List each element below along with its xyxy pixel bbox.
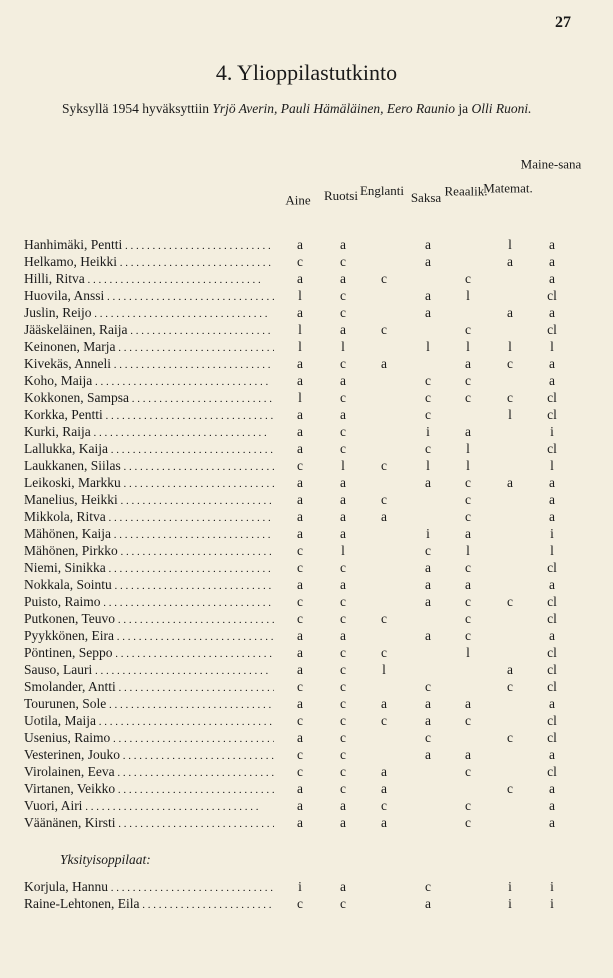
table-row	[24, 895, 584, 912]
grade-cell: a	[465, 424, 471, 439]
grade-cell: c	[425, 879, 431, 894]
column-label: Ruotsi	[324, 188, 358, 204]
grade-cell: i	[426, 424, 430, 439]
grade-cell: a	[549, 781, 555, 796]
student-name-text: Vuori, Airi	[24, 798, 83, 813]
table-row	[24, 878, 584, 895]
grade-cell: c	[297, 254, 303, 269]
grade-cell: a	[340, 509, 346, 524]
column-label: Englanti	[359, 182, 405, 198]
grade-cell: c	[297, 713, 303, 728]
student-name-text: Virolainen, Eeva	[24, 764, 115, 779]
grade-cell: a	[465, 577, 471, 592]
grade-cell: c	[340, 305, 346, 320]
grade-cell: c	[340, 645, 346, 660]
grade-cell: a	[549, 798, 555, 813]
student-name-text: Manelius, Heikki	[24, 492, 118, 507]
table-row	[24, 678, 584, 695]
grade-cell: c	[297, 543, 303, 558]
grade-cell: cl	[547, 594, 557, 609]
grade-cell: c	[507, 594, 513, 609]
grade-cell: a	[549, 815, 555, 830]
grade-cell: a	[425, 628, 431, 643]
grade-cell: cl	[547, 662, 557, 677]
column-header-aine	[285, 150, 311, 220]
grade-cell: c	[340, 560, 346, 575]
grade-cell: a	[340, 322, 346, 337]
grade-cell: l	[550, 543, 554, 558]
grade-cell: c	[465, 611, 471, 626]
student-name-text: Hanhimäki, Pentti	[24, 237, 123, 252]
grade-cell: l	[466, 441, 470, 456]
grades-table	[24, 236, 584, 831]
grade-cell: c	[465, 492, 471, 507]
grade-cell: a	[297, 475, 303, 490]
grade-cell: i	[426, 526, 430, 541]
column-header-saksa	[410, 150, 442, 220]
column-header-matemat	[483, 150, 533, 220]
grade-cell: cl	[547, 407, 557, 422]
grade-cell: c	[297, 764, 303, 779]
page-number: 27	[555, 14, 571, 31]
grade-cell: a	[549, 492, 555, 507]
grade-cell: a	[425, 696, 431, 711]
grade-cell: l	[298, 322, 302, 337]
table-row	[24, 712, 584, 729]
student-name-text: Raine-Lehtonen, Eila	[24, 896, 140, 911]
table-row	[24, 406, 584, 423]
grade-cell: a	[465, 696, 471, 711]
grade-cell: a	[381, 509, 387, 524]
grade-cell: l	[466, 458, 470, 473]
grade-cell: a	[549, 475, 555, 490]
grade-cell: a	[425, 475, 431, 490]
column-header-reaalik	[444, 150, 488, 220]
grade-cell: l	[508, 407, 512, 422]
grade-cell: a	[297, 509, 303, 524]
grade-cell: l	[466, 339, 470, 354]
column-label: Reaalik.	[444, 183, 488, 199]
intro-names-1: Yrjö Averin, Pauli Hämäläinen,	[212, 101, 384, 116]
grade-cell: a	[507, 475, 513, 490]
private-students-title: Yksityisoppilaat:	[60, 852, 151, 867]
table-row	[24, 576, 584, 593]
student-name-text: Korjula, Hannu	[24, 879, 108, 894]
grade-cell: c	[340, 441, 346, 456]
grade-cell: c	[381, 322, 387, 337]
table-row	[24, 780, 584, 797]
column-header-mainesana	[520, 150, 582, 220]
private-grades-table	[24, 878, 584, 912]
student-name-text: Putkonen, Teuvo	[24, 611, 116, 626]
grade-cell: c	[340, 356, 346, 371]
student-name-text: Helkamo, Heikki	[24, 254, 117, 269]
table-row	[24, 525, 584, 542]
grade-cell: c	[340, 594, 346, 609]
grade-cell: a	[297, 407, 303, 422]
grade-cell: c	[297, 611, 303, 626]
grade-cell: c	[425, 373, 431, 388]
grade-cell: a	[297, 271, 303, 286]
intro-names-2: Eero Raunio	[386, 101, 456, 116]
grade-cell: l	[466, 288, 470, 303]
grade-cell: c	[507, 390, 513, 405]
table-row	[24, 287, 584, 304]
grade-cell: a	[297, 696, 303, 711]
table-row	[24, 474, 584, 491]
grade-cell: c	[340, 730, 346, 745]
grade-cell: l	[466, 543, 470, 558]
table-row	[24, 236, 584, 253]
grade-cell: i	[550, 424, 554, 439]
table-row	[24, 559, 584, 576]
student-name-text: Vesterinen, Jouko	[24, 747, 120, 762]
grade-cell: a	[297, 492, 303, 507]
grade-cell: a	[465, 356, 471, 371]
grade-cell: a	[297, 441, 303, 456]
grade-cell: c	[425, 730, 431, 745]
grade-cell: c	[381, 611, 387, 626]
grade-cell: a	[549, 373, 555, 388]
grade-cell: a	[297, 815, 303, 830]
grade-cell: a	[340, 237, 346, 252]
grade-cell: c	[381, 713, 387, 728]
student-name-text: Usenius, Raimo	[24, 730, 111, 745]
student-name	[24, 814, 274, 833]
grade-cell: cl	[547, 730, 557, 745]
table-row	[24, 508, 584, 525]
grade-cell: c	[340, 254, 346, 269]
grade-cell: c	[340, 696, 346, 711]
grade-cell: i	[550, 526, 554, 541]
grade-cell: a	[340, 526, 346, 541]
grade-cell: a	[381, 781, 387, 796]
grade-cell: a	[425, 305, 431, 320]
student-name-text: Nokkala, Sointu	[24, 577, 112, 592]
student-name-text: Smolander, Antti	[24, 679, 116, 694]
grade-cell: l	[298, 339, 302, 354]
grade-cell: c	[340, 662, 346, 677]
grade-cell: l	[341, 543, 345, 558]
grade-cell: a	[549, 509, 555, 524]
student-name-text: Korkka, Pentti	[24, 407, 103, 422]
grade-cell: c	[465, 798, 471, 813]
grade-cell: c	[340, 679, 346, 694]
grade-cell: c	[507, 781, 513, 796]
grade-cell: c	[297, 896, 303, 911]
student-name	[24, 895, 274, 914]
grade-cell: a	[340, 798, 346, 813]
grade-cell: l	[550, 458, 554, 473]
student-name-text: Kokkonen, Sampsa	[24, 390, 129, 405]
grade-cell: c	[465, 560, 471, 575]
grade-cell: cl	[547, 645, 557, 660]
table-row	[24, 746, 584, 763]
column-label: Matemat.	[483, 180, 533, 196]
student-name-text: Juslin, Reijo	[24, 305, 92, 320]
grade-cell: a	[425, 747, 431, 762]
table-row	[24, 338, 584, 355]
grade-cell: c	[425, 441, 431, 456]
student-name-text: Koho, Maija	[24, 373, 93, 388]
student-name-text: Hilli, Ritva	[24, 271, 85, 286]
grade-cell: i	[298, 879, 302, 894]
table-row	[24, 763, 584, 780]
page-title: 4. Ylioppilastutkinto	[215, 60, 398, 85]
grade-cell: l	[341, 458, 345, 473]
grade-cell: a	[425, 288, 431, 303]
column-header-ruotsi	[324, 150, 358, 220]
intro-paragraph	[62, 101, 582, 117]
grade-cell: a	[425, 254, 431, 269]
grade-cell: c	[297, 679, 303, 694]
column-label: Saksa	[410, 189, 442, 205]
student-name-text: Mähönen, Kaija	[24, 526, 111, 541]
table-row	[24, 372, 584, 389]
grade-cell: a	[425, 237, 431, 252]
grade-cell: c	[465, 764, 471, 779]
grade-cell: a	[425, 560, 431, 575]
grade-cell: cl	[547, 764, 557, 779]
grade-cell: c	[297, 747, 303, 762]
table-row	[24, 253, 584, 270]
grade-cell: a	[549, 305, 555, 320]
grade-cell: c	[465, 594, 471, 609]
student-name-text: Leikoski, Markku	[24, 475, 121, 490]
grade-cell: a	[340, 879, 346, 894]
intro-prefix: Syksyllä 1954 hyväksyttiin	[62, 101, 213, 116]
grade-cell: a	[340, 628, 346, 643]
intro-conj: ja	[455, 101, 472, 116]
grade-cell: a	[340, 577, 346, 592]
grade-cell: a	[549, 628, 555, 643]
grade-cell: l	[298, 390, 302, 405]
table-row	[24, 423, 584, 440]
grade-cell: a	[297, 373, 303, 388]
grade-cell: c	[465, 373, 471, 388]
grade-cell: cl	[547, 390, 557, 405]
student-name-text: Sauso, Lauri	[24, 662, 93, 677]
student-name-text: Uotila, Maija	[24, 713, 96, 728]
grade-cell: cl	[547, 288, 557, 303]
grade-cell: cl	[547, 713, 557, 728]
grade-cell: a	[381, 815, 387, 830]
grade-cell: cl	[547, 679, 557, 694]
student-name-text: Pöntinen, Seppo	[24, 645, 113, 660]
grade-cell: a	[549, 696, 555, 711]
grade-cell: a	[297, 645, 303, 660]
table-row	[24, 695, 584, 712]
grade-cell: c	[465, 390, 471, 405]
table-row	[24, 355, 584, 372]
table-row	[24, 321, 584, 338]
grade-cell: c	[340, 781, 346, 796]
grade-cell: c	[465, 322, 471, 337]
grade-cell: a	[297, 662, 303, 677]
grade-cell: c	[340, 390, 346, 405]
grade-cell: cl	[547, 560, 557, 575]
grade-cell: a	[297, 628, 303, 643]
grade-cell: cl	[547, 611, 557, 626]
grade-cell: c	[340, 713, 346, 728]
grade-cell: a	[297, 730, 303, 745]
grade-cell: c	[340, 611, 346, 626]
grade-cell: a	[340, 373, 346, 388]
grade-cell: i	[550, 896, 554, 911]
column-label: Aine	[285, 192, 311, 208]
table-row	[24, 593, 584, 610]
grade-cell: cl	[547, 322, 557, 337]
grade-cell: c	[425, 543, 431, 558]
grade-cell: c	[297, 594, 303, 609]
grade-cell: a	[297, 577, 303, 592]
grade-cell: c	[465, 815, 471, 830]
grade-cell: l	[298, 288, 302, 303]
grade-cell: a	[549, 271, 555, 286]
student-name-text: Jääskeläinen, Raija	[24, 322, 128, 337]
grade-cell: a	[297, 424, 303, 439]
table-row	[24, 542, 584, 559]
grade-cell: c	[507, 730, 513, 745]
grade-cell: c	[381, 492, 387, 507]
grade-cell: a	[507, 305, 513, 320]
grade-cell: c	[381, 645, 387, 660]
column-label: Maine-sana	[520, 156, 582, 172]
grade-cell: c	[340, 896, 346, 911]
student-name-text: Väänänen, Kirsti	[24, 815, 116, 830]
grade-cell: a	[465, 526, 471, 541]
grade-cell: c	[381, 798, 387, 813]
grade-cell: c	[381, 458, 387, 473]
table-row	[24, 610, 584, 627]
table-row	[24, 627, 584, 644]
grade-cell: l	[508, 339, 512, 354]
grade-cell: a	[507, 254, 513, 269]
student-name-text: Virtanen, Veikko	[24, 781, 116, 796]
grade-cell: a	[425, 577, 431, 592]
grade-cell: l	[426, 458, 430, 473]
table-row	[24, 491, 584, 508]
grade-cell: c	[465, 271, 471, 286]
grade-cell: a	[425, 896, 431, 911]
grade-cell: a	[549, 237, 555, 252]
grade-cell: cl	[547, 441, 557, 456]
grade-cell: a	[425, 713, 431, 728]
student-name-text: Kivekäs, Anneli	[24, 356, 111, 371]
grade-cell: i	[550, 879, 554, 894]
grade-cell: l	[341, 339, 345, 354]
grade-cell: c	[425, 407, 431, 422]
grade-cell: a	[465, 747, 471, 762]
student-name-text: Niemi, Sinikka	[24, 560, 106, 575]
grade-cell: c	[340, 747, 346, 762]
grade-cell: a	[425, 594, 431, 609]
grade-cell: a	[297, 356, 303, 371]
grade-cell: a	[507, 662, 513, 677]
grade-cell: a	[340, 271, 346, 286]
grade-cell: c	[381, 271, 387, 286]
grade-cell: l	[550, 339, 554, 354]
grade-cell: a	[381, 696, 387, 711]
grade-cell: c	[425, 679, 431, 694]
student-name-text: Keinonen, Marja	[24, 339, 116, 354]
table-row	[24, 661, 584, 678]
grade-cell: a	[297, 237, 303, 252]
student-name-text: Mikkola, Ritva	[24, 509, 106, 524]
grade-cell: c	[425, 390, 431, 405]
grade-cell: a	[340, 492, 346, 507]
table-row	[24, 797, 584, 814]
grade-cell: a	[549, 577, 555, 592]
table-row	[24, 389, 584, 406]
grade-cell: a	[340, 407, 346, 422]
student-name-text: Huovila, Anssi	[24, 288, 105, 303]
grade-cell: a	[297, 781, 303, 796]
grade-cell: c	[340, 424, 346, 439]
student-name-text: Mähönen, Pirkko	[24, 543, 118, 558]
grade-cell: c	[465, 475, 471, 490]
student-name-text: Puisto, Raimo	[24, 594, 101, 609]
grade-cell: c	[507, 356, 513, 371]
grade-cell: c	[465, 628, 471, 643]
grade-cell: c	[297, 458, 303, 473]
student-name-text: Lallukka, Kaija	[24, 441, 108, 456]
table-row	[24, 270, 584, 287]
grade-cell: a	[297, 526, 303, 541]
table-row	[24, 457, 584, 474]
grade-cell: l	[382, 662, 386, 677]
grade-cell: l	[466, 645, 470, 660]
grade-cell: a	[381, 356, 387, 371]
grade-cell: a	[297, 798, 303, 813]
grade-cell: a	[297, 305, 303, 320]
grade-cell: c	[340, 288, 346, 303]
student-name-text: Pyykkönen, Eira	[24, 628, 114, 643]
grade-cell: c	[465, 713, 471, 728]
grade-cell: a	[340, 475, 346, 490]
grade-cell: a	[549, 747, 555, 762]
student-name-text: Laukkanen, Siilas	[24, 458, 121, 473]
table-row	[24, 440, 584, 457]
grade-cell: c	[297, 560, 303, 575]
table-row	[24, 814, 584, 831]
grade-cell: c	[465, 509, 471, 524]
table-row	[24, 729, 584, 746]
grade-cell: l	[426, 339, 430, 354]
grade-cell: a	[549, 356, 555, 371]
grade-cell: l	[508, 237, 512, 252]
grade-cell: a	[340, 815, 346, 830]
student-name-text: Tourunen, Sole	[24, 696, 107, 711]
table-row	[24, 644, 584, 661]
grade-cell: c	[507, 679, 513, 694]
grade-cell: a	[381, 764, 387, 779]
grade-cell: i	[508, 896, 512, 911]
column-header-englanti	[359, 150, 405, 220]
grade-cell: i	[508, 879, 512, 894]
grade-cell: c	[340, 764, 346, 779]
intro-names-3: Olli Ruoni.	[471, 101, 532, 116]
student-name-text: Kurki, Raija	[24, 424, 91, 439]
table-row	[24, 304, 584, 321]
grade-cell: a	[549, 254, 555, 269]
